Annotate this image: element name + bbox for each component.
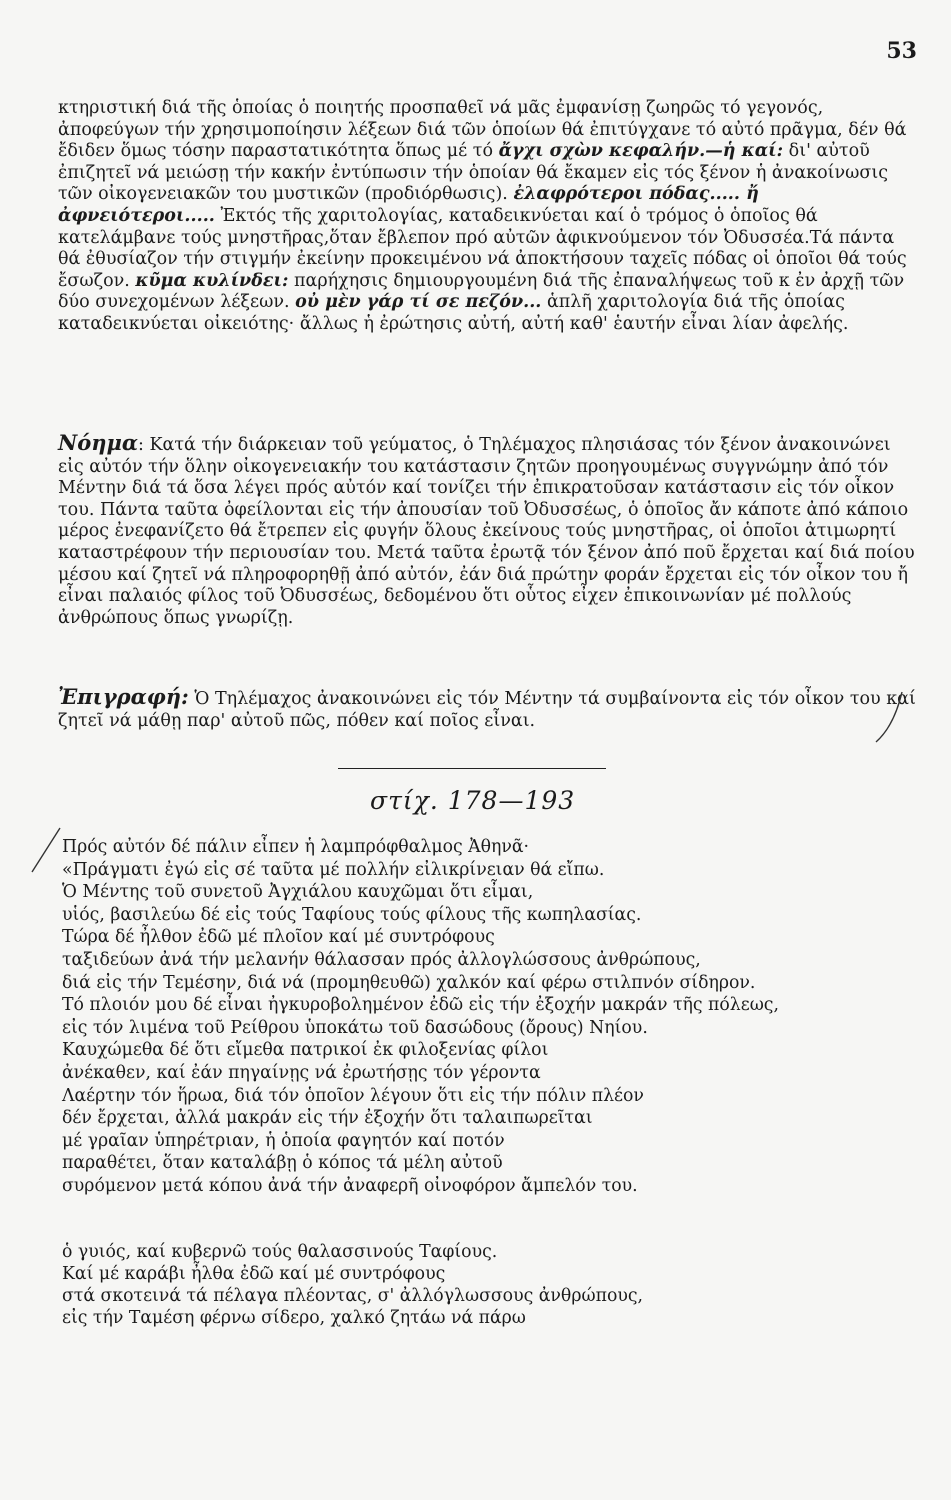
margin-curve-mark <box>26 820 66 880</box>
verse-line: Ὁ Μέντης τοῦ συνετοῦ Ἀγχιάλου καυχῶμαι ὅτι εἶμαι, <box>62 882 534 903</box>
verse-line: Τώρα δέ ἦλθον ἐδῶ μέ πλοῖον καί μέ συντρόφους <box>62 927 495 948</box>
commentary-text: δι' αὐτοῦ ἐπιζητεῖ νά μειώσῃ τήν κακήν ἐντύπωσιν τήν ὁποίαν θά ἔκαμεν εἰς τός ξένον ἡ ἀνακοίνωσις τῶν οἰκογενειακῶν του μυστικῶν (προδιόρθωσις). <box>58 141 889 205</box>
commentary-text: ἁπλῆ χαριτολογία διά τῆς ὁποίας καταδεικνύεται οἰκειότης· ἄλλως ἡ ἐρώτησις αὐτή, αὐτή καθ' ἑαυτήν εἶναι λίαν ἀφελής. <box>58 292 849 334</box>
commentary-paragraph <box>58 98 908 336</box>
commentary-text: κτηριστική διά τῆς ὁποίας ὁ ποιητής προσπαθεῖ νά μᾶς ἐμφανίσῃ ζωηρῶς τό γεγονός, ἀποφεύγων τήν χρησιμοποίησιν λέξεων διά τῶν ὁποίων θά ἐπιτύγχανε τό αὐτό πρᾶγμα, δέν θά ἔδιδεν ὅμως τόσην παραστατικότητα ὅπως μέ τό <box>58 98 907 162</box>
translation-line: Καί μέ καράβι ἦλθα ἐδῶ καί μέ συντρόφους <box>62 1264 446 1284</box>
modern-translation <box>62 1241 922 1329</box>
verse-line: ἀνέκαθεν, καί ἐάν πηγαίνῃς νά ἐρωτήσῃς τόν γέροντα <box>62 1062 541 1083</box>
verse-line: Τό πλοιόν μου δέ εἶναι ἠγκυροβολημένον ἐδῶ εἰς τήν ἐξοχήν μακράν τῆς πόλεως, <box>62 995 779 1016</box>
section-divider <box>338 768 606 769</box>
translation-line: στά σκοτεινά τά πέλαγα πλέοντας, σ' ἀλλόγλωσσους ἀνθρώπους, <box>62 1286 644 1306</box>
verse-line: μέ γραῖαν ὑπηρέτριαν, ἡ ὁποία φαγητόν καί ποτόν <box>62 1130 505 1151</box>
meaning-section <box>58 432 918 629</box>
commentary-text: παρήχησις δημιουργουμένη διά τῆς ἐπαναλήψεως τοῦ κ ἐν ἀρχῇ τῶν δύο συνεχομένων λέξεων. <box>58 270 905 313</box>
commentary-text: Ἐκτός τῆς χαριτολογίας, καταδεικνύεται καί ὁ τρόμος ὁ ὁποῖος θά κατελάμβανε τούς μνηστῆρας,ὅταν ἔβλεπον πρό αὐτῶν ἀφικνούμενον τόν Ὀδυσσέα.Τά πάντα θά ἐθυσίαζον τήν στιγμήν ἐκείνην προκειμένου νά ἀποκτήσουν ταχεῖς πόδας οἱ ὁποῖοι θά τούς ἔσωζον. <box>58 205 907 291</box>
verse-line: συρόμενον μετά κόπου ἀνά τήν ἀναφερῆ οἰνοφόρον ἄμπελόν του. <box>62 1175 638 1196</box>
title-text: Ὁ Τηλέμαχος ἀνακοινώνει εἰς τόν Μέντην τά συμβαίνοντα εἰς τόν οἶκον του καί ζητεῖ νά μάθῃ παρ' αὐτοῦ πῶς, πόθεν καί ποῖος εἶναι. <box>58 689 916 731</box>
page-number: 53 <box>886 38 917 64</box>
verse-line: Πρός αὐτόν δέ πάλιν εἶπεν ἡ λαμπρόφθαλμος Ἀθηνᾶ· <box>62 837 530 857</box>
commentary-block <box>58 98 908 336</box>
translation-line: εἰς τήν Ταμέση φέρνω σίδερο, χαλκό ζητάω νά πάρω <box>62 1308 526 1328</box>
meaning-label: Νόημα <box>58 430 139 455</box>
meaning-text: : Κατά τήν διάρκειαν τοῦ γεύματος, ὁ Τηλέμαχος πλησιάσας τόν ξένον ἀνακοινώνει εἰς αὐτόν τήν ὅλην οἰκογενειακήν του κατάστασιν ζητῶν προηγουμένως συγγνώμην ἀπό τόν Μέντην διά τά ὅσα λέγει πρός αὐτόν καί τονίζει τήν ἐπικρατοῦσαν κατάστασιν εἰς τόν οἶκον του. Πάντα ταῦτα ὀφείλονται εἰς τήν ἀπουσίαν τοῦ Ὀδυσσέως, ὁ ὁποῖος ἄν κάποτε ἀπό κάποιο μέρος ἐνεφανίζετο θά ἔτρεπεν εἰς φυγήν ὅλους ἐκείνους τούς μνηστῆρας, οἱ ὁποῖοι ἀτιμωρητί καταστρέφουν τήν περιουσίαν του. Μετά ταῦτα ἐρωτᾷ τόν ξένον ἀπό ποῦ ἔρχεται καί διά ποίου μέσου καί ζητεῖ νά πληροφορηθῇ ἀπό αὐτόν, ἐάν διά πρώτην φοράν ἔρχεται εἰς τόν οἶκον του ἤ εἶναι παλαιός φίλος τοῦ Ὀδυσσέως, δεδομένου ὅτι οὗτος εἶχεν ἐπικοινωνίαν μέ πολλούς ἀνθρώπους ὅπως γνωρίζῃ. <box>58 435 915 628</box>
title-section <box>58 686 918 732</box>
commentary-term: ἄγχι σχὼν κεφαλήν.—ἡ καί: <box>498 141 784 162</box>
verse-line: Καυχώμεθα δέ ὅτι εἴμεθα πατρικοί ἐκ φιλοξενίας φίλοι <box>62 1040 549 1061</box>
verse-line: εἰς τόν λιμένα τοῦ Ρείθρου ὑποκάτω τοῦ δασώδους (ὄρους) Νηίου. <box>62 1017 648 1038</box>
title-label: Ἐπιγραφή: <box>58 684 189 709</box>
commentary-term: κῦμα κυλίνδει: <box>135 270 289 291</box>
commentary-term: ἐλαφρότεροι πόδας..... ἤ ἀφνειότεροι..... <box>58 184 759 226</box>
verse-range-heading: στίχ. 178—193 <box>370 786 576 815</box>
verse-line: Λαέρτην τόν ἥρωα, διά τόν ὁποῖον λέγουν ὅτι εἰς τήν πόλιν πλέον <box>62 1085 644 1106</box>
verse-line: «Πράγματι ἐγώ εἰς σέ ταῦτα μέ πολλήν εἰλικρίνειαν θά εἴπω. <box>62 859 605 880</box>
verse-line: ταξιδεύων ἀνά τήν μελανήν θάλασσαν πρός ἀλλογλώσσους ἀνθρώπους, <box>62 949 701 970</box>
verse-translation <box>62 836 932 1198</box>
commentary-term: οὐ μὲν γάρ τί σε πεζόν... <box>295 292 542 313</box>
verse-line: υἱός, βασιλεύω δέ εἰς τούς Ταφίους τούς φίλους τῆς κωπηλασίας. <box>62 904 642 925</box>
margin-curve-mark <box>868 688 908 748</box>
translation-line: ὁ γυιός, καί κυβερνῶ τούς θαλασσινούς Ταφίους. <box>62 1242 498 1262</box>
verse-line: διά εἰς τήν Τεμέσην, διά νά (προμηθευθῶ) χαλκόν καί φέρω στιλπνόν σίδηρον. <box>62 972 756 993</box>
verse-line: δέν ἔρχεται, ἀλλά μακράν εἰς τήν ἐξοχήν ὅτι ταλαιπωρεῖται <box>62 1108 593 1129</box>
verse-line: παραθέτει, ὅταν καταλάβῃ ὁ κόπος τά μέλη αὐτοῦ <box>62 1153 503 1174</box>
